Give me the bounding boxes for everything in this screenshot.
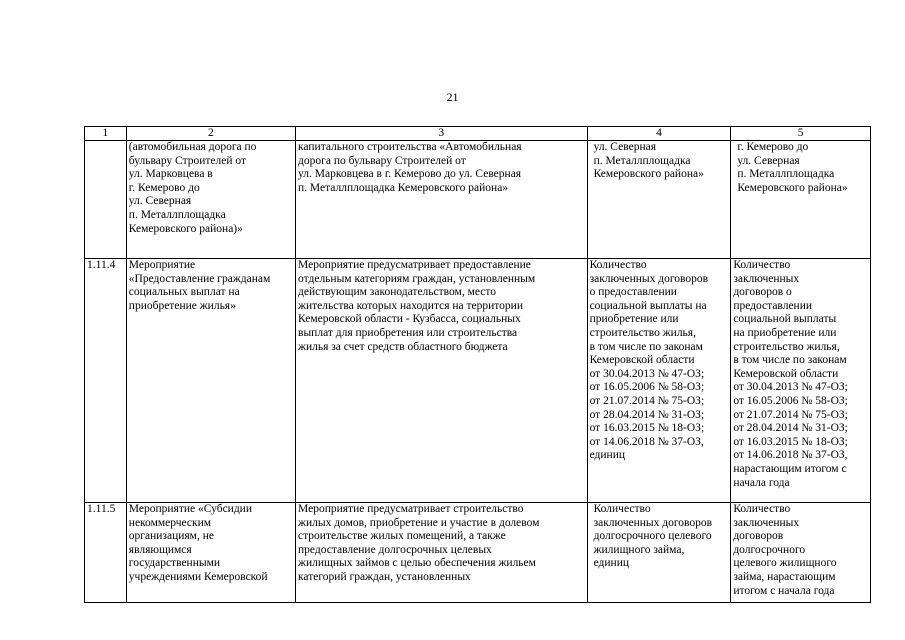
indicator-value: Количество заключенных договоров долгосрочного целевого жилищного займа, нарастающим итогом с начала года [731, 503, 871, 603]
column-header-2: 2 [126, 127, 295, 141]
column-header-3: 3 [296, 127, 588, 141]
measure-name: Мероприятие «Предоставление гражданам социальных выплат на приобретение жилья» [126, 259, 295, 503]
column-header-5: 5 [731, 127, 871, 141]
indicator-name: Количество заключенных договоров о предоставлении социальной выплаты на приобретение или строительство жилья, в том числе по законам Кемеровской области от 30.04.2013 № 47-ОЗ; от 16.05.2006 № 58-ОЗ; от 21.07.2014 № 75-ОЗ; от 28.04.2014 № 31-ОЗ; от 16.03.2015 № 18-ОЗ; от 14.06.2018 № 37-ОЗ, единиц [587, 259, 731, 503]
table-row [85, 259, 871, 503]
measure-description: Мероприятие предусматривает строительство жилых домов, приобретение и участие в долевом строительстве жилых помещений, а также предоставление долгосрочных целевых жилищных займов с целью обеспечения жильем категорий граждан, установленных [296, 503, 588, 603]
column-header-1: 1 [85, 127, 127, 141]
indicator-value: Количество заключенных договоров о предоставлении социальной выплаты на приобретение или строительство жилья, в том числе по законам Кемеровской области от 30.04.2013 № 47-ОЗ; от 16.05.2006 № 58-ОЗ; от 21.07.2014 № 75-ОЗ; от 28.04.2014 № 31-ОЗ; от 16.03.2015 № 18-ОЗ; от 14.06.2018 № 37-ОЗ, нарастающим итогом с начала года [731, 259, 871, 503]
column-header-4: 4 [587, 127, 731, 141]
measure-name: Мероприятие «Субсидии некоммерческим организациям, не являющимся государственными учреждениями Кемеровской [126, 503, 295, 603]
indicator-name: ул. Северная п. Металлплощадка Кемеровского района» [587, 141, 731, 259]
row-number: 1.11.5 [85, 503, 127, 603]
table-row [85, 503, 871, 603]
row-number: 1.11.4 [85, 259, 127, 503]
indicator-name: Количество заключенных договоров долгосрочного целевого жилищного займа, единиц [587, 503, 731, 603]
page-number: 21 [446, 90, 459, 104]
row-number [85, 141, 127, 259]
measure-description: Мероприятие предусматривает предоставление отдельным категориям граждан, установленным действующим законодательством, место жительства которых находится на территории Кемеровской области - Кузбасса, социальных выплат для приобретения или строительства жилья за счет средств областного бюджета [296, 259, 588, 503]
table-row [85, 141, 871, 259]
measures-table [84, 126, 871, 603]
indicator-value: г. Кемерово до ул. Северная п. Металлплощадка Кемеровского района» [731, 141, 871, 259]
measure-description: капитального строительства «Автомобильная дорога по бульвару Строителей от ул. Марковцева в г. Кемерово до ул. Северная п. Металлплощадка Кемеровского района» [296, 141, 588, 259]
measure-name: (автомобильная дорога по бульвару Строителей от ул. Марковцева в г. Кемерово до ул. Северная п. Металлплощадка Кемеровского района)» [126, 141, 295, 259]
header-row [85, 127, 871, 141]
